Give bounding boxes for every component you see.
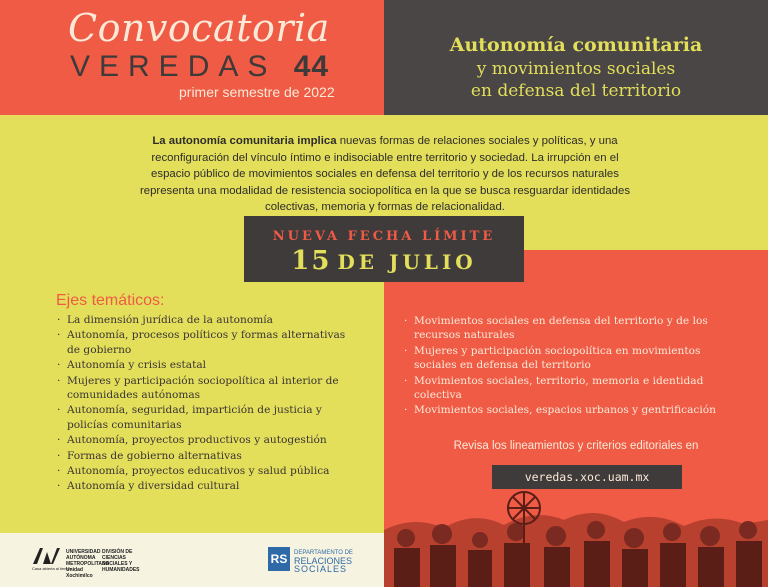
list-item: · La dimensión jurídica de la autonomía: [57, 313, 357, 327]
list-item: · Autonomía y diversidad cultural: [57, 479, 357, 493]
ejes-right-list: [404, 314, 724, 419]
theme-title-line3: en defensa del territorio: [470, 81, 682, 101]
guidelines-text: Revisa los lineamientos y criterios editoriales en: [453, 440, 699, 452]
list-item: · Autonomía, proyectos productivos y autogestión: [57, 433, 357, 447]
protest-photo: [384, 490, 768, 587]
list-item: · Movimientos sociales, territorio, memoria e identidad colectiva: [404, 374, 724, 403]
uam-logo-icon: [32, 546, 62, 566]
list-item: · Autonomía, seguridad, impartición de justicia y policías comunitarias: [57, 403, 357, 432]
division-name: DIVISIÓN DE CIENCIAS SOCIALES Y HUMANIDADES: [102, 549, 140, 573]
deadline-box: [244, 216, 524, 282]
journal-name: VEREDAS 44: [70, 50, 330, 83]
list-item: · Mujeres y participación sociopolítica en movimientos sociales en defensa del territorio: [404, 344, 724, 373]
theme-title-line2: y movimientos sociales: [476, 59, 676, 79]
deadline-label: NUEVA FECHA LÍMITE: [272, 229, 496, 244]
uam-name: UNIVERSIDAD AUTÓNOMA METROPOLITANA Unidad Xochimilco: [66, 549, 110, 579]
website-link[interactable]: veredas.xoc.uam.mx: [492, 465, 682, 489]
list-item: · Movimientos sociales, espacios urbanos y gentrificación: [404, 403, 724, 417]
deadline-date: 15 DE JULIO: [291, 246, 477, 276]
ejes-title: Ejes temáticos:: [56, 292, 165, 309]
theme-title-line1: Autonomía comunitaria: [449, 34, 703, 56]
uam-motto: Casa abierta al tiempo: [32, 566, 73, 571]
list-item: · Mujeres y participación sociopolítica al interior de comunidades autónomas: [57, 374, 357, 403]
list-item: · Formas de gobierno alternativas: [57, 449, 357, 463]
list-item: · Autonomía y crisis estatal: [57, 358, 357, 372]
issue-number: 44: [293, 50, 330, 83]
rs-logo-icon: RS: [268, 547, 290, 571]
intro-paragraph: La autonomía comunitaria implica nuevas formas de relaciones sociales y políticas, y una reconfiguración del vínculo íntimo e indisociable entre territorio y sociedad. La irrupción en el espacio público de movimientos sociales en defensa del territorio y de los recursos naturales representa una modalidad de resistencia sociopolítica en la que se busca resguardar identidades colectivas, memoria y formas de relacionalidad.: [139, 135, 631, 213]
convocatoria-title: Convocatoria: [68, 6, 330, 50]
list-item: · Autonomía, proyectos educativos y salud pública: [57, 464, 357, 478]
list-item: · Autonomía, procesos políticos y formas alternativas de gobierno: [57, 328, 357, 357]
semester-subtitle: primer semestre de 2022: [179, 84, 335, 100]
ejes-left-list: [57, 313, 357, 495]
list-item: · Movimientos sociales en defensa del territorio y de los recursos naturales: [404, 314, 724, 343]
rs-department-name: DEPARTAMENTO DE RELACIONES SOCIALES: [294, 550, 353, 574]
